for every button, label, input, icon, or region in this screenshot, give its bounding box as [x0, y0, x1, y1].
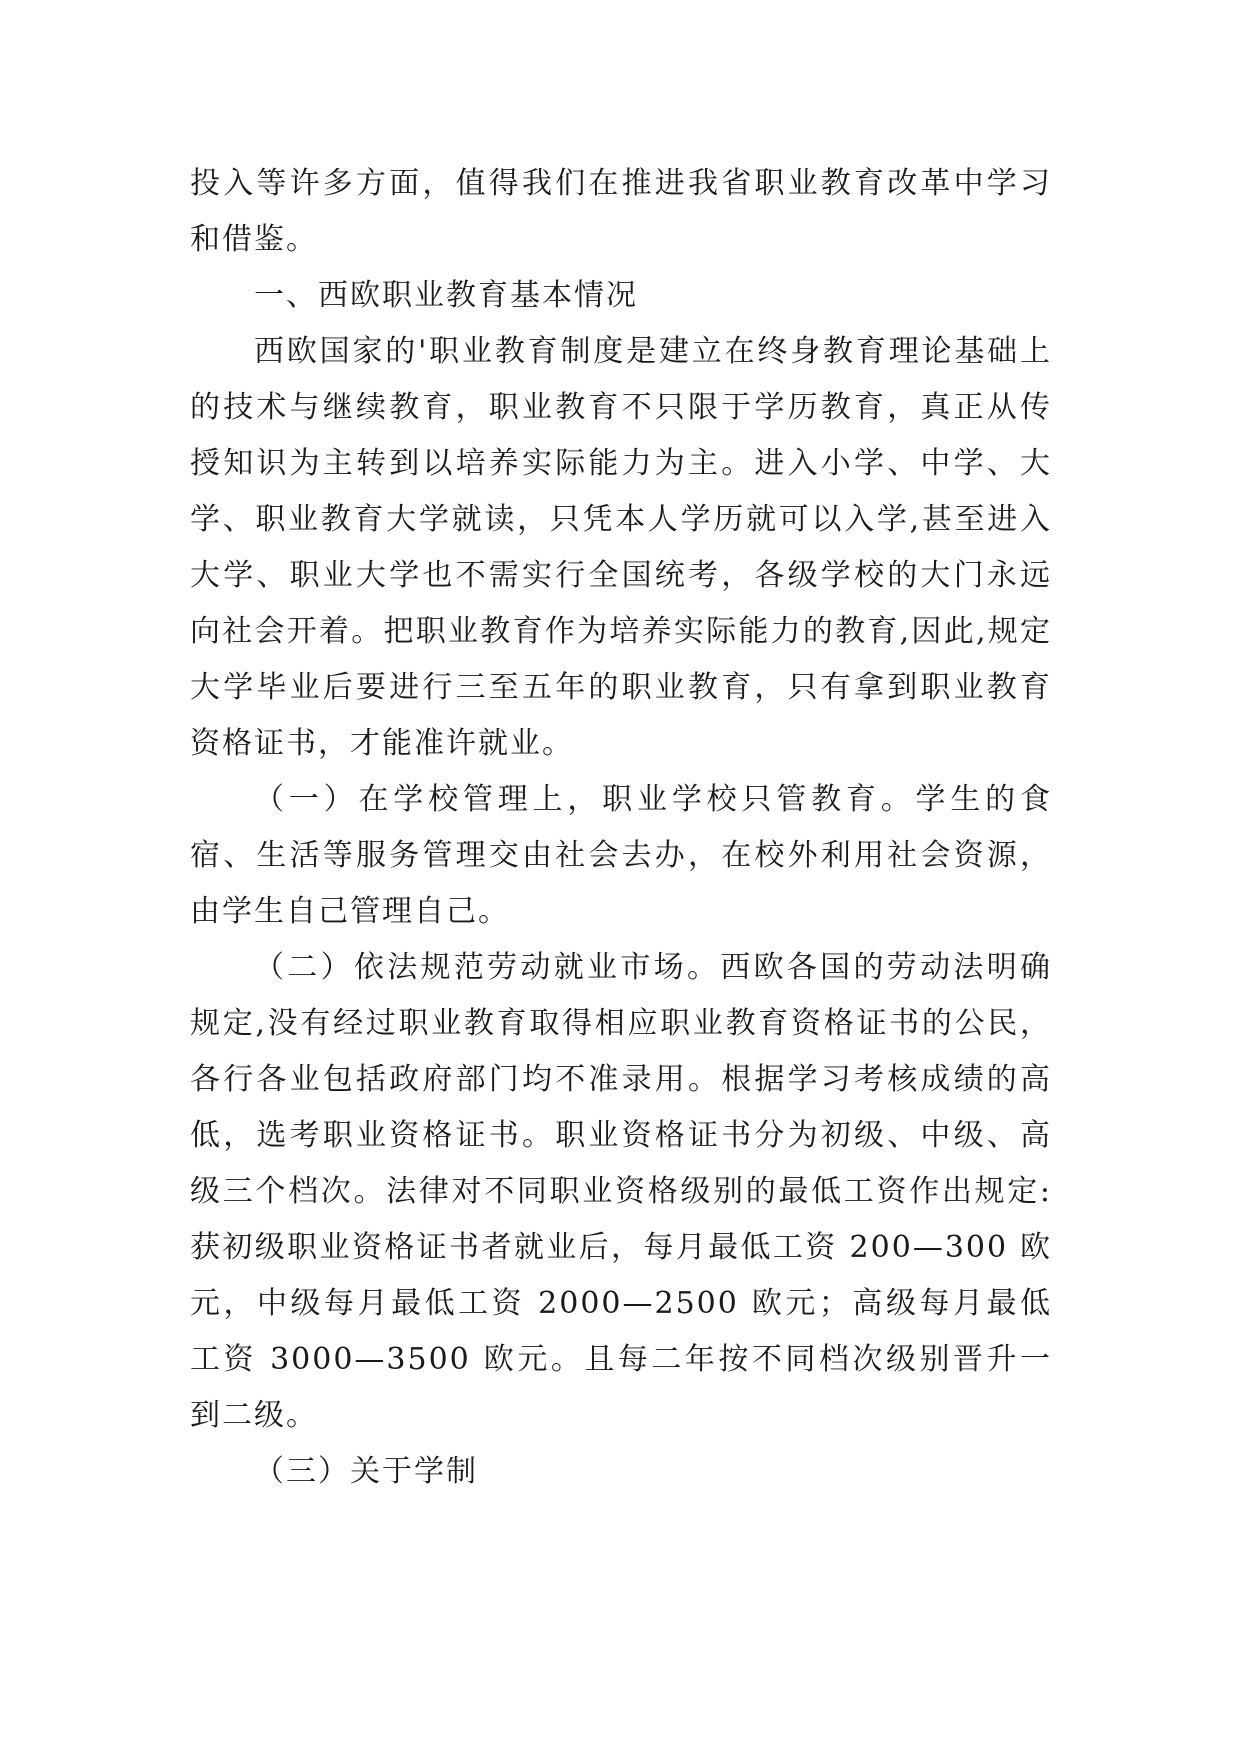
subheading-school-system: （三）关于学制 — [254, 1454, 478, 1489]
paragraph-labor-market: （二）依法规范劳动就业市场。西欧各国的劳动法明确规定,没有经过职业教育取得相应职业教育资格证书的公民，各行各业包括政府部门均不准录用。根据学习考核成绩的高低，选考职业资格证书。职业资格证书分为初级、中级、高级三个档次。法律对不同职业资格级别的最低工资作出规定:获初级职业资格证书者就业后，每月最低工资 200—300 欧元，中级每月最低工资 2000—2500 欧元；高级每月最低工资 3000—3500 欧元。且每二年按不同档次级别晋升一到二级。 — [190, 950, 1052, 1433]
document-body — [190, 156, 1052, 1500]
paragraph-intro-continuation: 投入等许多方面，值得我们在推进我省职业教育改革中学习和借鉴。 — [190, 166, 1052, 257]
paragraph-overview: 西欧国家的'职业教育制度是建立在终身教育理论基础上的技术与继续教育，职业教育不只限于学历教育，真正从传授知识为主转到以培养实际能力为主。进入小学、中学、大学、职业教育大学就读，只凭本人学历就可以入学,甚至进入大学、职业大学也不需实行全国统考，各级学校的大门永远向社会开着。把职业教育作为培养实际能力的教育,因此,规定大学毕业后要进行三至五年的职业教育，只有拿到职业教育资格证书，才能准许就业。 — [190, 334, 1052, 761]
section-heading-1: 一、西欧职业教育基本情况 — [254, 278, 638, 313]
paragraph-school-management: （一）在学校管理上，职业学校只管教育。学生的食宿、生活等服务管理交由社会去办，在校外利用社会资源，由学生自己管理自己。 — [190, 782, 1052, 929]
